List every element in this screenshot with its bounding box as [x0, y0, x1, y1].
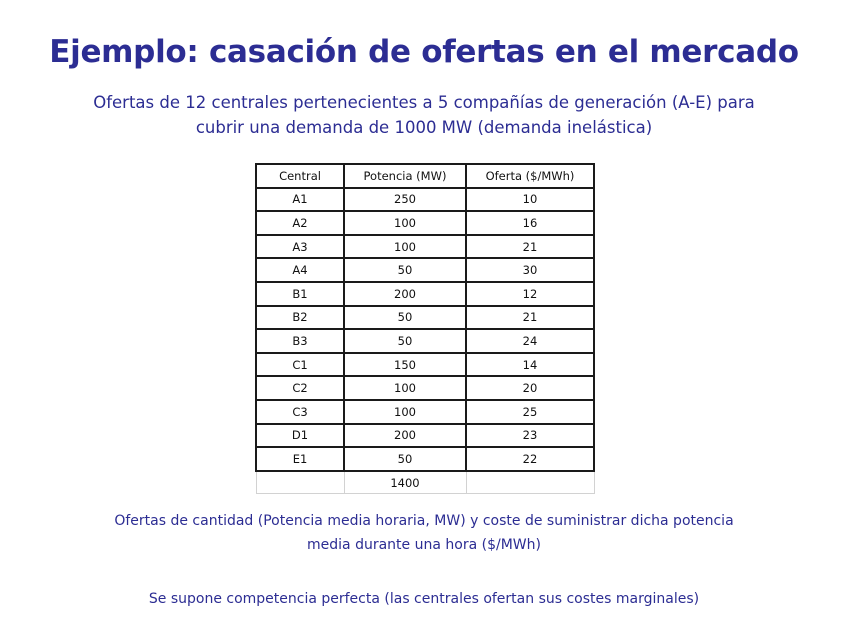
- cell-oferta: 16: [466, 211, 594, 235]
- cell-oferta: 14: [466, 353, 594, 377]
- header-central: Central: [256, 164, 344, 188]
- table-row: [256, 447, 594, 471]
- cell-oferta: 24: [466, 329, 594, 353]
- cell-potencia: 200: [344, 282, 466, 306]
- note1-line-2: media durante una hora ($/MWh): [307, 537, 541, 553]
- subtitle-line-1: Ofertas de 12 centrales pertenecientes a 5 compañías de generación (A-E) para: [93, 93, 755, 112]
- cell-central: D1: [256, 424, 344, 448]
- table-row: [256, 353, 594, 377]
- cell-oferta: 10: [466, 188, 594, 212]
- note-offers-description: [20, 509, 828, 557]
- note-perfect-competition: Se supone competencia perfecta (las centrales ofertan sus costes marginales): [148, 591, 700, 607]
- table-row: [256, 329, 594, 353]
- cell-potencia: 50: [344, 329, 466, 353]
- header-oferta: Oferta ($/MWh): [466, 164, 594, 188]
- table-row: [256, 188, 594, 212]
- table-row: [256, 424, 594, 448]
- table-row: [256, 211, 594, 235]
- total-empty-cell: [256, 471, 344, 494]
- cell-central: C2: [256, 376, 344, 400]
- table-row: [256, 400, 594, 424]
- offers-table: [255, 163, 595, 494]
- cell-potencia: 100: [344, 211, 466, 235]
- table-header-row: [256, 164, 594, 188]
- cell-oferta: 20: [466, 376, 594, 400]
- cell-central: B2: [256, 306, 344, 330]
- cell-potencia: 50: [344, 447, 466, 471]
- cell-potencia: 100: [344, 376, 466, 400]
- cell-potencia: 200: [344, 424, 466, 448]
- table-row: [256, 235, 594, 259]
- subtitle-line-2: cubrir una demanda de 1000 MW (demanda inelástica): [195, 118, 653, 137]
- slide-subtitle: [30, 90, 818, 140]
- cell-central: B3: [256, 329, 344, 353]
- cell-potencia: 150: [344, 353, 466, 377]
- cell-potencia: 100: [344, 235, 466, 259]
- cell-potencia: 50: [344, 306, 466, 330]
- header-potencia: Potencia (MW): [344, 164, 466, 188]
- table-row: [256, 282, 594, 306]
- cell-oferta: 23: [466, 424, 594, 448]
- total-empty-cell: [466, 471, 594, 494]
- cell-oferta: 21: [466, 306, 594, 330]
- cell-central: A3: [256, 235, 344, 259]
- cell-oferta: 25: [466, 400, 594, 424]
- cell-central: A2: [256, 211, 344, 235]
- table-total-row: [256, 471, 594, 494]
- cell-oferta: 30: [466, 258, 594, 282]
- table-row: [256, 258, 594, 282]
- cell-central: A1: [256, 188, 344, 212]
- cell-potencia: 50: [344, 258, 466, 282]
- cell-oferta: 22: [466, 447, 594, 471]
- cell-central: A4: [256, 258, 344, 282]
- cell-potencia: 100: [344, 400, 466, 424]
- table-row: [256, 376, 594, 400]
- total-potencia: 1400: [344, 471, 466, 494]
- note1-line-1: Ofertas de cantidad (Potencia media horaria, MW) y coste de suministrar dicha potencia: [114, 513, 734, 529]
- cell-central: B1: [256, 282, 344, 306]
- cell-potencia: 250: [344, 188, 466, 212]
- slide-title: Ejemplo: casación de ofertas en el mercado: [49, 34, 799, 70]
- cell-central: C3: [256, 400, 344, 424]
- cell-central: C1: [256, 353, 344, 377]
- table-row: [256, 306, 594, 330]
- cell-oferta: 12: [466, 282, 594, 306]
- cell-oferta: 21: [466, 235, 594, 259]
- cell-central: E1: [256, 447, 344, 471]
